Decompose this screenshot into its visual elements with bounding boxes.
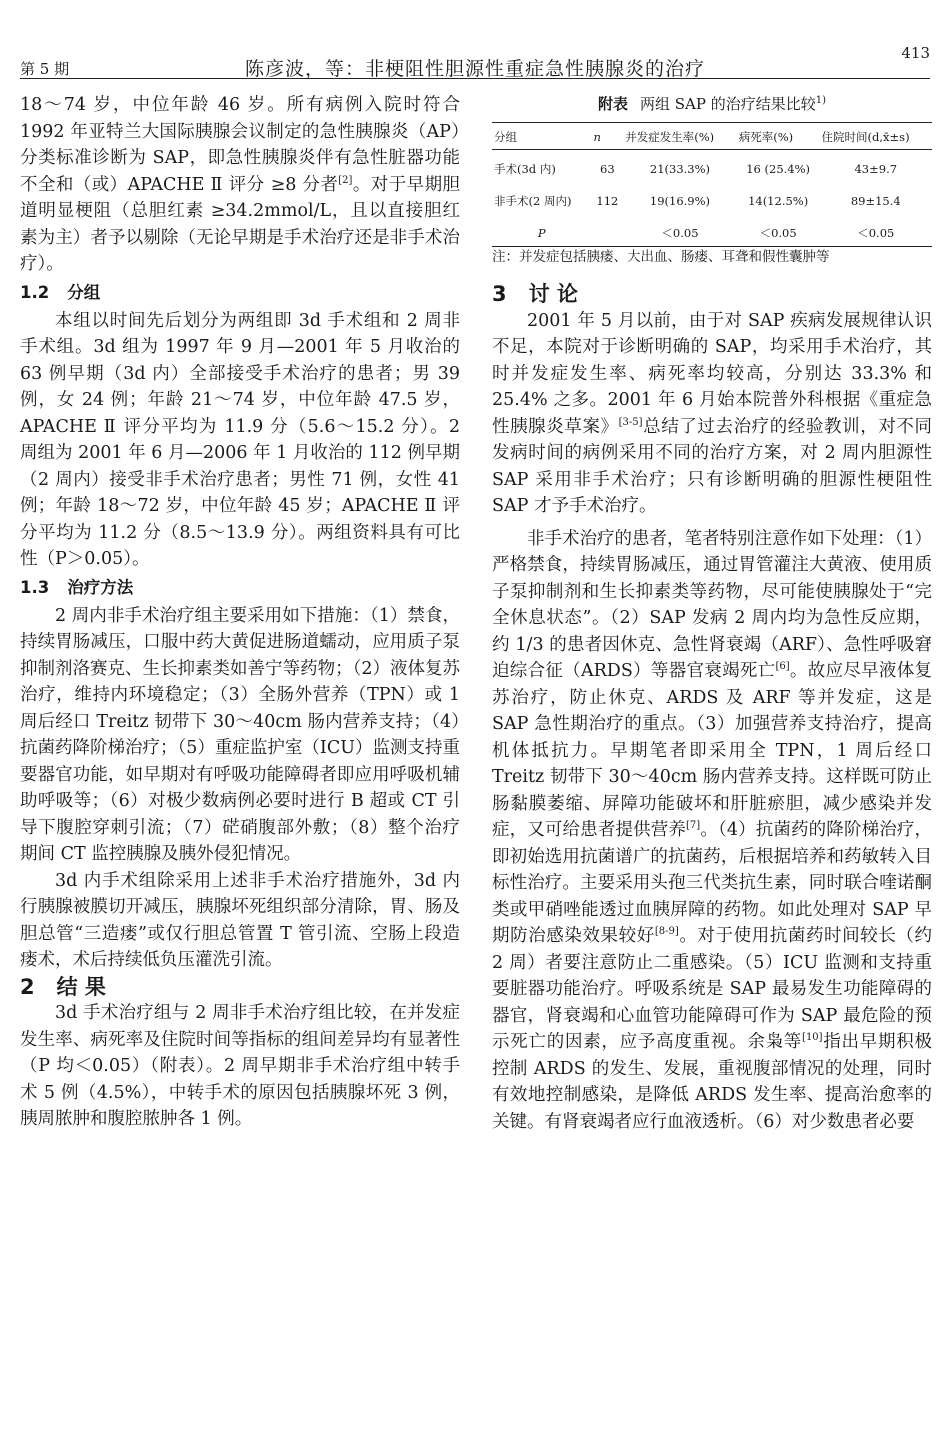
running-title: 陈彦波，等：非梗阻性胆源性重症急性胰腺炎的治疗 [244,58,705,80]
results-paragraph: 3d 手术治疗组与 2 周非手术治疗组比较，在并发症发生率、病死率及住院时间等指标的组间差异均有显著性（P 均＜0.05）（附表）。2 周早期非手术治疗组中转手术 5 例（4.5%），中转手术的原因包括胰腺坏死 3 例，胰周脓肿和腹腔脓肿各 1 例。 [20,1003,460,1129]
table-row [492,150,932,183]
section-3-heading: 3 讨 论 [492,282,578,306]
table-cell: 63 [600,162,615,176]
citation: [10] [802,1032,823,1044]
issue-number: 第 5 期 [20,60,70,78]
intro-paragraph: 18～74 岁，中位年龄 46 岁。所有病例入院时符合 1992 年亚特兰大国际胰腺会议制定的急性胰腺炎（AP）分类标准诊断为 SAP，即急性胰腺炎伴有急性脏器功能不全和（或）APACHE Ⅱ 评分 ≥8 分者[2]。对于早期胆道明显梗阻（总胆红素 ≥34.2mmol/L，且以直接胆红素为主）者予以剔除（无论早期是手术治疗还是非手术治疗）。 [20,95,461,274]
table-header-cell: 住院时间(d,x̄±s) [821,130,910,144]
page-number: 413 [901,44,930,62]
table-cell: P [537,226,546,240]
table-header-cell: n [593,130,601,144]
citation: [3-5] [618,416,643,428]
methods-paragraph: 2 周内非手术治疗组主要采用如下措施：（1）禁食，持续胃肠减压，口服中药大黄促进肠道蠕动，应用质子泵抑制剂洛赛克、生长抑素类如善宁等药物；（2）液体复苏治疗，维持内环境稳定；（3）全肠外营养（TPN）或 1 周后经口 Treitz 韧带下 30～40cm 肠内营养支持；（4）抗菌药降阶梯治疗；（5）重症监护室（ICU）监测支持重要器官功能，如早期对有呼吸功能障碍者即应用呼吸机辅助呼吸等；（6）对极少数病例必要时进行 B 超或 CT 引导下腹腔穿刺引流；（7）硭硝腹部外敷；（8）整个治疗期间 CT 监控胰腺及胰外侵犯情况。 [20,605,460,864]
table-cell: 手术(3d 内) [494,162,556,176]
table-note: 注：并发症包括胰瘘、大出血、肠瘘、耳聋和假性囊肿等 [492,249,830,265]
citation: [6] [775,661,790,673]
groups-paragraph: 本组以时间先后划分为两组即 3d 手术组和 2 周非手术组。3d 组为 1997 年 9 月—2001 年 5 月收治的 63 例早期（3d 内）全部接受手术治疗的患者；男 39 例，女 24 例；年龄 21～74 岁，中位年龄 47.5 岁，APACHE Ⅱ 评分平均为 11.9 分（5.6～15.2 分）。2 周组为 2001 年 6 月—2006 年 1 月收治的 112 例早期（2 周内）接受非手术治疗患者；男性 71 例，女性 41 例；年龄 18～72 岁，中位年龄 45 岁；APACHE Ⅱ 评分平均为 11.2 分（8.5～13.9 分）。两组资料具有可比性（P＞0.05）。 [20,310,460,569]
table-row [492,214,932,247]
table-header-row [492,123,932,150]
right-column [492,92,932,1135]
surgery-paragraph: 3d 内手术组除采用上述非手术治疗措施外，3d 内行胰腺被膜切开减压，胰腺坏死组织部分清除，胃、肠及胆总管“三造瘘”或仅行胆总管置 T 管引流、空肠上段造瘘术，术后持续低负压灌洗引流。 [20,870,460,970]
citation: [7] [686,820,701,832]
table-cell: ＜0.05 [661,226,699,240]
table-header-cell: 并发症发生率(%) [625,130,715,144]
table-row [492,182,932,214]
section-1-2-heading: 1.2 分组 [20,282,101,302]
table-cell: 19(16.9%) [649,194,711,208]
section-2-heading: 2 结 果 [20,974,106,999]
running-header [20,44,930,80]
table-cell: 非手术(2 周内) [494,194,572,208]
table-cell [592,214,624,247]
table-caption: 附表 两组 SAP 的治疗结果比较$^{1)}$ [597,95,827,113]
citation: [8-9] [654,926,679,938]
results-table [492,122,932,247]
table-header-cell: 病死率(%) [738,130,794,144]
discussion-paragraph-1: 2001 年 5 月以前，由于对 SAP 疾病发展规律认识不足，本院对于诊断明确的 SAP，均采用手术治疗，其时并发症发生率、病死率均较高，分别达 33.3% 和 25.4% 之多。2001 年 6 月始本院普外科根据《重症急性胰腺炎草案》[3-5]总结了过去治疗的经验教训，对不同发病时间的病例采用不同的治疗方案，对 2 周内胆源性 SAP 采用非手术治疗；只有诊断明确的胆源性梗阻性 SAP 才予手术治疗。 [492,310,933,516]
table-cell: 16 (25.4%) [746,162,811,176]
table-cell: 43±9.7 [854,162,898,176]
citation: [2] [338,174,353,186]
table-cell: ＜0.05 [857,226,895,240]
table-cell: 14(12.5%) [748,194,809,208]
table-cell: ＜0.05 [759,226,797,240]
table-cell: 21(33.3%) [649,162,711,176]
left-column [20,92,460,1133]
table-label: 附表 [597,95,628,113]
table-cell: 89±15.4 [850,194,901,208]
table-header-cell: 分组 [494,130,517,144]
discussion-paragraph-2: 非手术治疗的患者，笔者特别注意作如下处理：（1）严格禁食，持续胃肠减压，通过胃管灌注大黄液、使用质子泵抑制剂和生长抑素类等药物，尽可能使胰腺处于“完全休息状态”。（2）SAP 发病 2 周内均为急性反应期，约 1/3 的患者因休克、急性肾衰竭（ARF）、急性呼吸窘迫综合征（ARDS）等器官衰竭死亡[6]。故应尽早液体复苏治疗，防止休克、ARDS 及 ARF 等并发症，这是 SAP 急性期治疗的重点。（3）加强营养支持治疗，提高机体抵抗力。早期笔者即采用全 TPN，1 周后经口 Treitz 韧带下 30～40cm 肠内营养支持。这样既可防止肠黏膜萎缩、屏障功能破坏和肝脏瘀胆，减少感染并发症，又可给患者提供营养[7]。（4）抗菌药的降阶梯治疗，即初始选用抗菌谱广的抗菌药，后根据培养和药敏转入目标性治疗。主要采用头孢三代类抗生素，同时联合喹诺酮类或甲硝唑能透过血胰屏障的药物。如此处理对 SAP 早期防治感染效果较好[8-9]。对于使用抗菌药时间较长（约 2 周）者要注意防止二重感染。（5）ICU 监测和支持重要脏器功能治疗。呼吸系统是 SAP 最易发生功能障碍的器官，肾衰竭和心血管功能障碍可作为 SAP 最危险的预示死亡的因素，应予高度重视。余枭等[10]指出早期积极控制 ARDS 的发生、发展，重视腹部情况的处理，同时有效地控制感染，是降低 ARDS 发生率、提高治愈率的关键。有肾衰竭者应行血液透析。（6）对少数患者必要 [492,528,933,1132]
section-1-3-heading: 1.3 治疗方法 [20,577,134,597]
table-cell: 112 [596,194,619,208]
